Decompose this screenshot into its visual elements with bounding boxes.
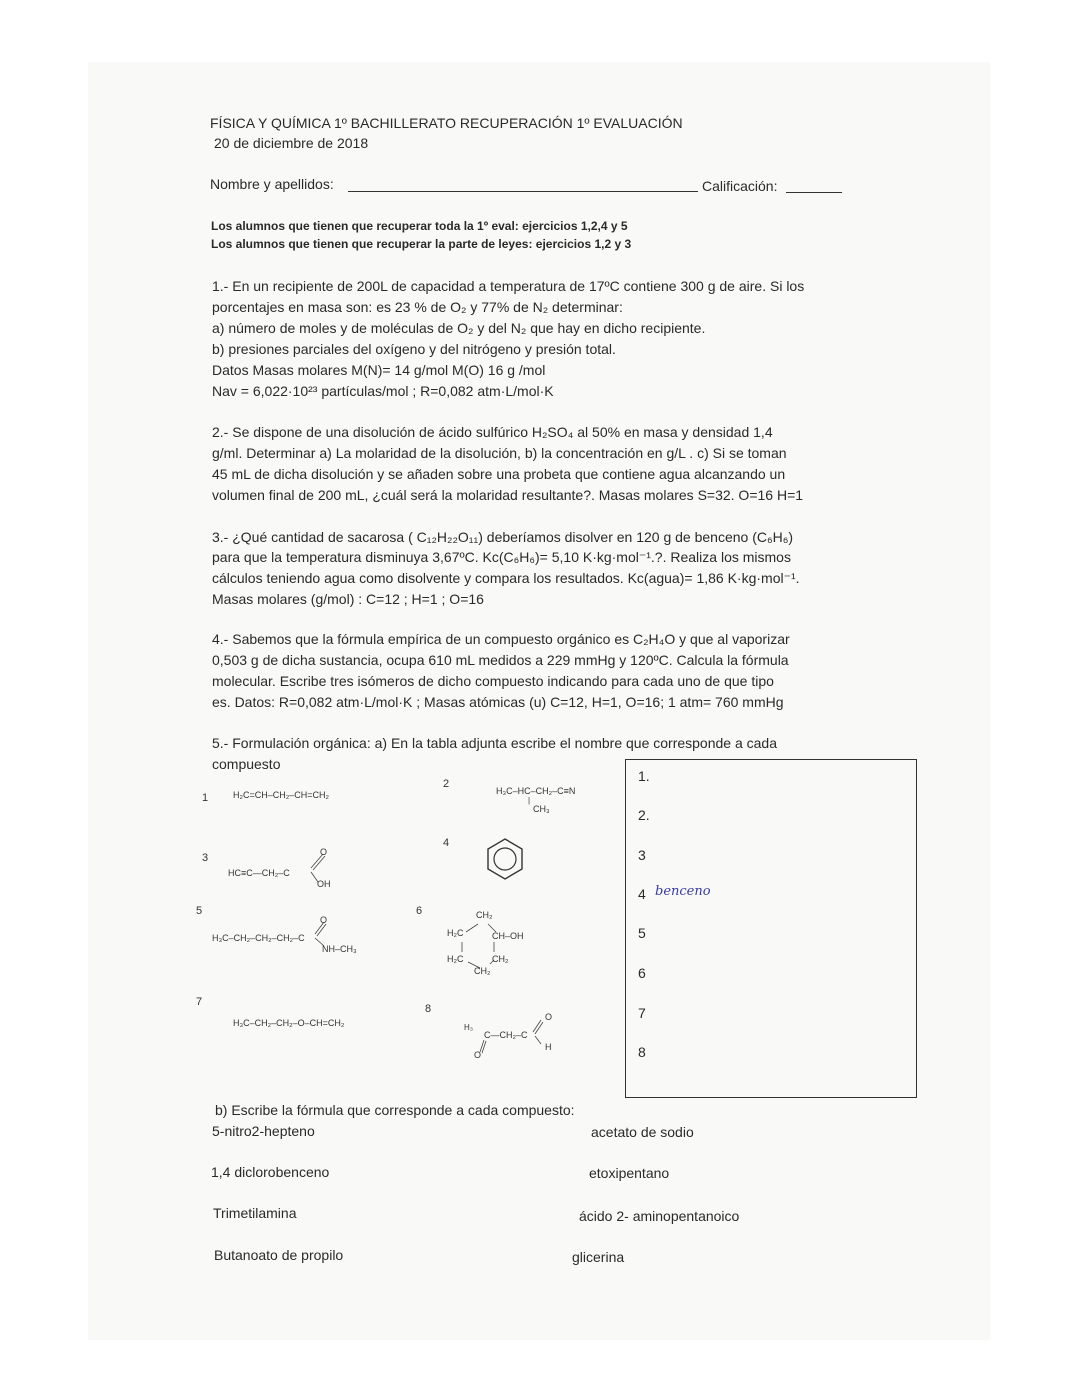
- question-3-line: Masas molares (g/mol) : C=12 ; H=1 ; O=16: [212, 591, 484, 607]
- compound-number: 8: [425, 1003, 432, 1015]
- compound-name-item: etoxipentano: [589, 1165, 670, 1181]
- compound-number: 5: [196, 905, 203, 917]
- question-1-line: 1.- En un recipiente de 200L de capacidad a temperatura de 17ºC contiene 300 g de aire. Si los: [212, 278, 805, 294]
- ring-carbon-hydroxyl: CH–OH: [492, 931, 524, 941]
- answer-number: 1.: [638, 768, 650, 784]
- compound-number: 6: [416, 905, 423, 917]
- answer-number: 2.: [638, 807, 650, 823]
- ring-carbon: H₂C: [447, 954, 464, 964]
- handwritten-answer: benceno: [655, 884, 711, 899]
- compound-8-aldehyde-oxygen: O: [545, 1012, 553, 1022]
- compound-1-formula: H₂C=CH–CH₂–CH=CH₂: [233, 790, 329, 800]
- question-5-intro: compuesto: [212, 756, 281, 772]
- compound-2-methyl: CH₃: [533, 804, 550, 814]
- question-1-line: porcentajes en masa son: es 23 % de O₂ y 77% de N₂ determinar:: [212, 299, 623, 315]
- answer-box[interactable]: [625, 759, 917, 1098]
- question-4-line: 4.- Sabemos que la fórmula empírica de un compuesto orgánico es C₂H₄O y que al vaporizar: [212, 631, 790, 647]
- answer-number: 3: [638, 847, 646, 863]
- compound-3-formula: HC≡C—CH₂–C: [228, 868, 290, 878]
- compound-8-ketone-oxygen: O: [474, 1050, 482, 1060]
- question-1-line: a) número de moles y de moléculas de O₂ y del N₂ que hay en dicho recipiente.: [212, 320, 706, 336]
- compound-3-oxygen: O: [320, 847, 328, 857]
- instruction-line: Los alumnos que tienen que recuperar la parte de leyes: ejercicios 1,2 y 3: [211, 237, 632, 251]
- question-1-line: Datos Masas molares M(N)= 14 g/mol M(O) 16 g /mol: [212, 362, 546, 378]
- question-2-line: volumen final de 200 mL, ¿cuál será la molaridad resultante?. Masas molares S=32. O=16 H=1: [212, 487, 804, 503]
- compound-name-item: 5-nitro2-hepteno: [212, 1123, 315, 1139]
- question-2-line: g/ml. Determinar a) La molaridad de la disolución, b) la concentración en g/L . c) Si se toman: [212, 445, 787, 461]
- question-2-line: 45 mL de dicha disolución y se añaden sobre una probeta que contiene agua alcanzando un: [212, 466, 786, 482]
- compound-number: 2: [443, 778, 450, 790]
- compound-5-amine: NH–CH₃: [322, 944, 357, 954]
- question-3-line: cálculos teniendo agua como disolvente y compara los resultados. Kc(agua)= 1,86 K·kg·mol⁻¹.: [212, 570, 800, 586]
- instruction-line: Los alumnos que tienen que recuperar toda la 1º eval: ejercicios 1,2,4 y 5: [211, 219, 628, 233]
- ring-carbon: CH₂: [492, 954, 509, 964]
- compound-number: 1: [202, 792, 209, 804]
- compound-5-oxygen: O: [320, 915, 328, 925]
- question-4-line: molecular. Escribe tres isómeros de dicho compuesto indicando para cada uno de que tipo: [212, 673, 774, 689]
- compound-8-formula: C—CH₂–C: [484, 1030, 528, 1040]
- compound-name-item: glicerina: [572, 1249, 625, 1265]
- compound-name-item: 1,4 diclorobenceno: [211, 1164, 330, 1180]
- compound-name-item: Butanoato de propilo: [214, 1247, 344, 1263]
- compound-name-item: Trimetilamina: [213, 1205, 297, 1221]
- ring-carbon: CH₂: [476, 910, 493, 920]
- compound-name-item: acetato de sodio: [591, 1124, 694, 1140]
- compound-7-formula: H₃C–CH₂–CH₂–O–CH=CH₂: [233, 1018, 345, 1028]
- compound-2-branch-bond: |: [528, 796, 531, 805]
- compound-3-hydroxyl: OH: [317, 879, 331, 889]
- cyclohexane-ring-bonds: [458, 912, 528, 974]
- compound-number: 7: [196, 996, 203, 1008]
- question-3-line: 3.- ¿Qué cantidad de sacarosa ( C₁₂H₂₂O₁₁) deberíamos disolver en 120 g de benceno (C₆H₆): [212, 529, 794, 545]
- question-3-line: para que la temperatura disminuya 3,67ºC. Kc(C₆H₆)= 5,10 K·kg·mol⁻¹.?. Realiza los mismos: [212, 549, 791, 565]
- answer-number: 5: [638, 925, 646, 941]
- compound-name-item: ácido 2- aminopentanoico: [579, 1208, 740, 1224]
- ring-carbon: H₂C: [447, 928, 464, 938]
- answer-number: 4: [638, 886, 646, 902]
- question-4-line: 0,503 g de dicha sustancia, ocupa 610 mL medidos a 229 mmHg y 120ºC. Calcula la fórmula: [212, 652, 789, 668]
- name-field-line: [348, 191, 698, 192]
- question-1-line: Nav = 6,022·10²³ partículas/mol ; R=0,082 atm·L/mol·K: [212, 383, 554, 399]
- compound-8-aldehyde-h: H: [545, 1042, 552, 1052]
- answer-number: 8: [638, 1044, 646, 1060]
- compound-8-methyl-h: H₃: [464, 1023, 474, 1032]
- question-4-line: es. Datos: R=0,082 atm·L/mol·K ; Masas atómicas (u) C=12, H=1, O=16; 1 atm= 760 mmHg: [212, 694, 784, 710]
- question-1-line: b) presiones parciales del oxígeno y del nitrógeno y presión total.: [212, 341, 616, 357]
- grade-label: Calificación:: [702, 178, 778, 194]
- name-label: Nombre y apellidos:: [210, 176, 334, 192]
- compound-number: 4: [443, 837, 450, 849]
- exam-title: FÍSICA Y QUÍMICA 1º BACHILLERATO RECUPERACIÓN 1º EVALUACIÓN: [210, 115, 683, 131]
- benzene-ring-icon: [484, 836, 526, 882]
- question-2-line: 2.- Se dispone de una disolución de ácido sulfúrico H₂SO₄ al 50% en masa y densidad 1,4: [212, 424, 773, 440]
- compound-number: 3: [202, 852, 209, 864]
- exam-date: 20 de diciembre de 2018: [214, 135, 369, 151]
- question-5-intro: 5.- Formulación orgánica: a) En la tabla adjunta escribe el nombre que corresponde a cada: [212, 735, 777, 751]
- ring-carbon: CH₂: [474, 966, 491, 976]
- compound-2-formula: H₃C–HC–CH₂–C≡N: [496, 786, 576, 796]
- part-b-prompt: b) Escribe la fórmula que corresponde a cada compuesto:: [215, 1102, 575, 1118]
- answer-number: 6: [638, 965, 646, 981]
- compound-5-formula: H₃C–CH₂–CH₂–CH₂–C: [212, 933, 305, 943]
- grade-field-line: [786, 192, 842, 193]
- answer-number: 7: [638, 1005, 646, 1021]
